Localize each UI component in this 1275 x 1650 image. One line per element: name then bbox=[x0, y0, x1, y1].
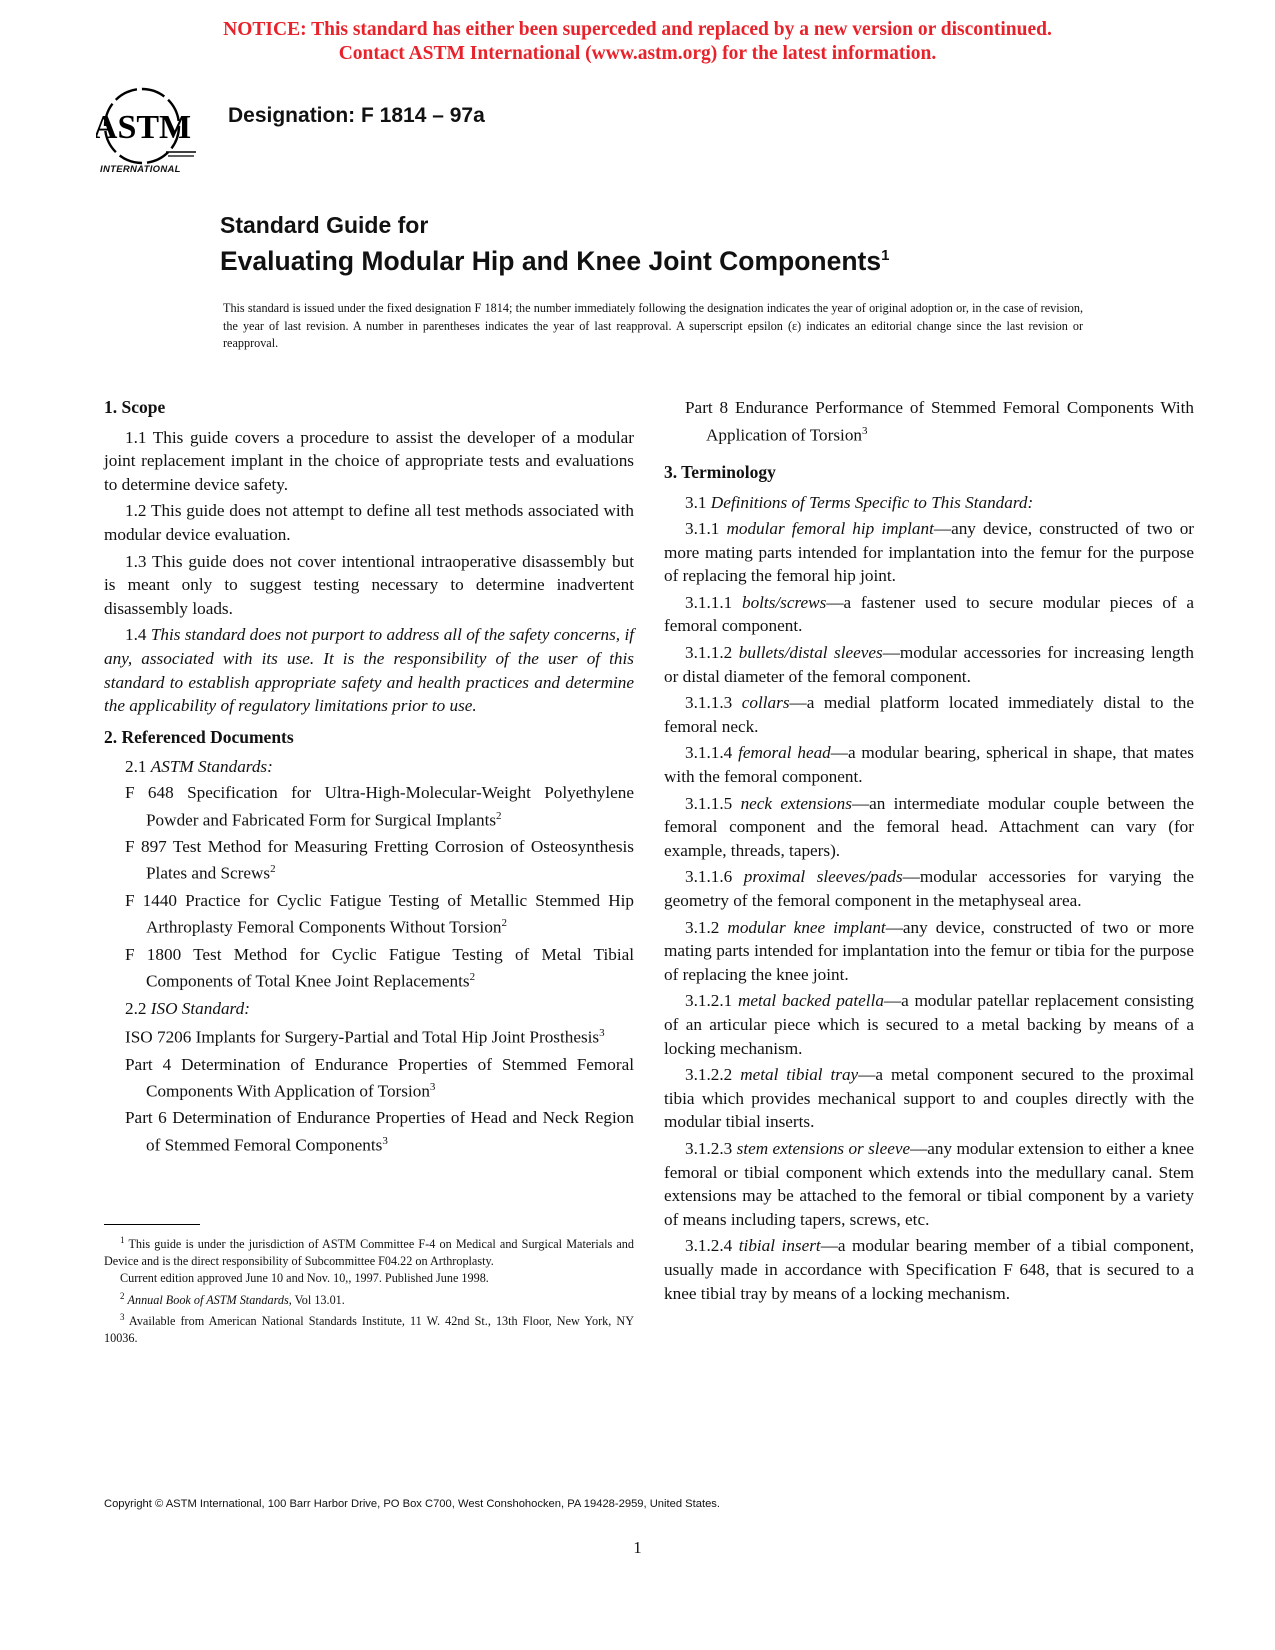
definition-text: —a modular bearing member of a tibial component, usually made in accordance with Specification F 648, that is secured to a knee tibial tray by means of a locking mechanism. bbox=[664, 1236, 1194, 1303]
reference-iso7206 bbox=[125, 1022, 634, 1049]
defined-term: modular knee implant bbox=[727, 917, 886, 937]
definition-text: —modular accessories for increasing length or distal diameter of the femoral component. bbox=[664, 643, 1194, 686]
definition-text: —an intermediate modular couple between the femoral component and the femoral head. Attachment can vary (for example, threads, tapers). bbox=[664, 793, 1195, 860]
reference-text: Part 4 Determination of Endurance Properties of Stemmed Femoral Components With Application of Torsion bbox=[125, 1054, 634, 1101]
astm-standards-label bbox=[125, 755, 634, 779]
definition-3-1-2-2 bbox=[664, 1063, 1194, 1134]
paragraph-number: 3.1.2.3 bbox=[685, 1138, 737, 1158]
footnote-mark: 3 bbox=[120, 1311, 125, 1322]
reference-text: ISO 7206 Implants for Surgery-Partial and Total Hip Joint Prosthesis bbox=[125, 1027, 600, 1047]
footnote-mark: 3 bbox=[599, 1027, 605, 1040]
notice-line-2: Contact ASTM International (www.astm.org) for the latest information. bbox=[338, 43, 937, 64]
right-column bbox=[664, 396, 1194, 1308]
page-number: 1 bbox=[633, 1538, 642, 1557]
paragraph-number: 3.1.1.1 bbox=[685, 592, 742, 612]
reference-part8 bbox=[685, 396, 1194, 447]
paragraph-number: 3.1.1.4 bbox=[685, 743, 739, 763]
paragraph-1-4 bbox=[104, 623, 634, 717]
title-footnote-mark: 1 bbox=[881, 247, 890, 264]
section-heading-scope: 1. Scope bbox=[104, 397, 166, 417]
copyright-line: Copyright © ASTM International, 100 Barr Harbor Drive, PO Box C700, West Conshohocken, PA 19428-2959, United States. bbox=[104, 1498, 720, 1510]
supersede-notice bbox=[0, 18, 1275, 66]
paragraph-number: 3.1 bbox=[685, 492, 711, 512]
definition-3-1-1-4 bbox=[664, 741, 1194, 788]
paragraph-number: 3.1.1.6 bbox=[685, 867, 744, 887]
defined-term: metal backed patella bbox=[737, 991, 884, 1011]
footnote-mark: 2 bbox=[496, 809, 502, 822]
paragraph-1-3: 1.3 This guide does not cover intentional intraoperative disassembly but is meant only to suggest testing necessary to determine inadvertent disassembly loads. bbox=[104, 551, 634, 618]
paragraph-number: 2.2 bbox=[125, 998, 151, 1018]
reference-text: F 897 Test Method for Measuring Fretting Corrosion of Osteosynthesis Plates and Screws bbox=[125, 836, 634, 884]
reference-part4 bbox=[125, 1053, 634, 1104]
defined-term: collars bbox=[741, 693, 790, 713]
paragraph-1-1: 1.1 This guide covers a procedure to assist the developer of a modular joint replacement implant in the choice of appropriate tests and evaluations to determine device safety. bbox=[104, 427, 634, 494]
definition-text: —modular accessories for varying the geometry of the femoral component in the metaphyseal area. bbox=[664, 867, 1195, 911]
definition-text: —a medial platform located immediately distal to the femoral neck. bbox=[664, 693, 1194, 736]
definition-3-1-1-2 bbox=[664, 641, 1194, 688]
defined-term: stem extensions or sleeve bbox=[736, 1138, 911, 1158]
section-heading-terminology: 3. Terminology bbox=[664, 461, 776, 482]
paragraph-number: 3.1.2 bbox=[685, 917, 728, 937]
reference-text: F 1440 Practice for Cyclic Fatigue Testing of Metallic Stemmed Hip Arthroplasty Femoral Components Without Torsion bbox=[125, 890, 634, 938]
designation: Designation: F 1814 – 97a bbox=[228, 104, 485, 127]
title-main: Evaluating Modular Hip and Knee Joint Components bbox=[220, 245, 882, 276]
paragraph-number: 3.1.1 bbox=[685, 519, 727, 539]
definition-3-1-2-1 bbox=[664, 989, 1194, 1060]
definition-text: —a modular patellar replacement consisting of an articular piece which is secured to a metal backing by means of a locking mechanism. bbox=[664, 991, 1194, 1058]
title-line-2 bbox=[220, 240, 889, 277]
definition-3-1-2-4 bbox=[664, 1234, 1194, 1305]
footnote-2 bbox=[104, 1288, 634, 1309]
paragraph-number: 3.1.1.2 bbox=[685, 643, 739, 663]
footnote-text: Available from American National Standards Institute, 11 W. 42nd St., 13th Floor, New York, NY 10036. bbox=[104, 1314, 634, 1346]
defined-term: femoral head bbox=[738, 743, 831, 763]
defined-term: bullets/distal sleeves bbox=[738, 643, 883, 663]
definition-text: —a fastener used to secure modular pieces of a femoral component. bbox=[664, 592, 1195, 636]
footnote-divider bbox=[104, 1224, 200, 1225]
footnotes bbox=[104, 1232, 634, 1347]
footnote-book-title: Annual Book of ASTM Standards bbox=[127, 1292, 289, 1307]
footnote-text: This guide is under the jurisdiction of ASTM Committee F-4 on Medical and Surgical Materials and Device and is the direct responsibility of Subcommittee F04.22 on Arthroplasty. bbox=[104, 1237, 634, 1269]
reference-text: Part 8 Endurance Performance of Stemmed Femoral Components With Application of Torsion bbox=[685, 398, 1194, 445]
reference-part6 bbox=[125, 1106, 634, 1157]
notice-line-1: NOTICE: This standard has either been superceded and replaced by a new version or discontinued. bbox=[223, 19, 1052, 40]
logo-subtitle: INTERNATIONAL bbox=[100, 164, 181, 175]
footnote-1 bbox=[104, 1232, 634, 1270]
sub-heading: ASTM Standards: bbox=[150, 757, 273, 777]
reference-text: F 648 Specification for Ultra-High-Molecular-Weight Polyethylene Powder and Fabricated Form for Surgical Implants bbox=[125, 782, 634, 830]
footnote-1-edition: Current edition approved June 10 and Nov. 10,, 1997. Published June 1998. bbox=[120, 1271, 489, 1286]
defined-term: metal tibial tray bbox=[740, 1065, 859, 1085]
astm-logo-icon bbox=[96, 86, 204, 166]
reference-f1440 bbox=[125, 889, 634, 940]
reference-text: F 1800 Test Method for Cyclic Fatigue Testing of Metal Tibial Components of Total Knee Joint Replacements bbox=[125, 944, 634, 991]
paragraph-number: 1.4 bbox=[125, 625, 151, 645]
definitions-intro bbox=[664, 491, 1194, 515]
document-title bbox=[220, 210, 889, 277]
logo-mark: ASTM bbox=[96, 109, 192, 146]
definition-3-1-2 bbox=[664, 916, 1194, 987]
paragraph-number: 3.1.2.4 bbox=[685, 1236, 739, 1256]
defined-term: proximal sleeves/pads bbox=[743, 867, 903, 887]
paragraph-1-2: 1.2 This guide does not attempt to define all test methods associated with modular device evaluation. bbox=[104, 501, 634, 544]
footnote-mark: 2 bbox=[469, 971, 476, 984]
title-line-1: Standard Guide for bbox=[220, 212, 429, 238]
issuance-note: This standard is issued under the fixed designation F 1814; the number immediately following the designation indicates the year of original adoption or, in the case of revision, the year of last revision. A number in parentheses indicates the year of last reapproval. A superscript epsilon (ε) indicates an editorial change since the last revision or reapproval. bbox=[223, 301, 1083, 350]
definition-3-1-1-1 bbox=[664, 591, 1194, 638]
definition-text: —a modular bearing, spherical in shape, that mates with the femoral component. bbox=[664, 743, 1194, 787]
left-column bbox=[104, 396, 634, 1160]
definition-3-1-2-3 bbox=[664, 1137, 1194, 1231]
paragraph-number: 3.1.2.2 bbox=[685, 1065, 741, 1085]
reference-text: Part 6 Determination of Endurance Properties of Head and Neck Region of Stemmed Femoral Components bbox=[125, 1108, 634, 1155]
paragraph-number: 3.1.1.5 bbox=[685, 793, 741, 813]
defined-term: neck extensions bbox=[740, 793, 852, 813]
definition-text: —a metal component secured to the proximal tibia which provides mechanical support to and couples directly with the modular tibial inserts. bbox=[664, 1065, 1194, 1132]
definition-text: —any device, constructed of two or more mating parts intended for implantation into the femur or tibia for the purpose of replacing the knee joint. bbox=[664, 917, 1194, 984]
definition-3-1-1-5 bbox=[664, 792, 1194, 863]
footnote-mark: 1 bbox=[120, 1235, 125, 1245]
reference-f897 bbox=[125, 835, 634, 886]
definition-3-1-1 bbox=[664, 517, 1194, 588]
footnote-mark: 3 bbox=[429, 1081, 436, 1094]
footnote-mark: 3 bbox=[382, 1135, 388, 1148]
defined-term: tibial insert bbox=[738, 1236, 821, 1256]
paragraph-number: 3.1.2.1 bbox=[685, 991, 738, 1011]
definition-3-1-1-3 bbox=[664, 691, 1194, 738]
sub-heading: Definitions of Terms Specific to This Standard: bbox=[710, 492, 1034, 512]
definition-3-1-1-6 bbox=[664, 865, 1194, 912]
reference-f1800 bbox=[125, 943, 634, 994]
paragraph-number: 3.1.1.3 bbox=[685, 693, 742, 713]
defined-term: modular femoral hip implant bbox=[726, 519, 934, 539]
footnote-text: , Vol 13.01. bbox=[288, 1292, 345, 1307]
footnote-mark: 2 bbox=[120, 1290, 125, 1301]
footnote-mark: 2 bbox=[501, 917, 508, 930]
section-heading-referenced-documents: 2. Referenced Documents bbox=[104, 726, 294, 747]
safety-caveat: This standard does not purport to address all of the safety concerns, if any, associated with its use. It is the responsibility of the user of this standard to establish appropriate safety and health practices and determine the applicability of regulatory limitations prior to use. bbox=[104, 625, 635, 716]
reference-f648 bbox=[125, 781, 634, 832]
paragraph-number: 2.1 bbox=[125, 757, 151, 777]
iso-standard-label bbox=[125, 997, 634, 1021]
astm-logo bbox=[96, 86, 204, 178]
footnote-3 bbox=[104, 1309, 634, 1347]
sub-heading: ISO Standard: bbox=[150, 998, 250, 1018]
footnote-mark: 3 bbox=[862, 424, 868, 437]
definition-text: —any device, constructed of two or more mating parts intended for implantation into the femur for the purpose of replacing the femoral hip joint. bbox=[664, 519, 1195, 586]
footnote-mark: 2 bbox=[270, 863, 276, 876]
definition-text: —any modular extension to either a knee femoral or tibial component which extends into the medullary canal. Stem extensions may be attached to the femoral or tibial component by a variety of means including tapers, screws, etc. bbox=[664, 1138, 1194, 1229]
defined-term: bolts/screws bbox=[741, 592, 827, 612]
